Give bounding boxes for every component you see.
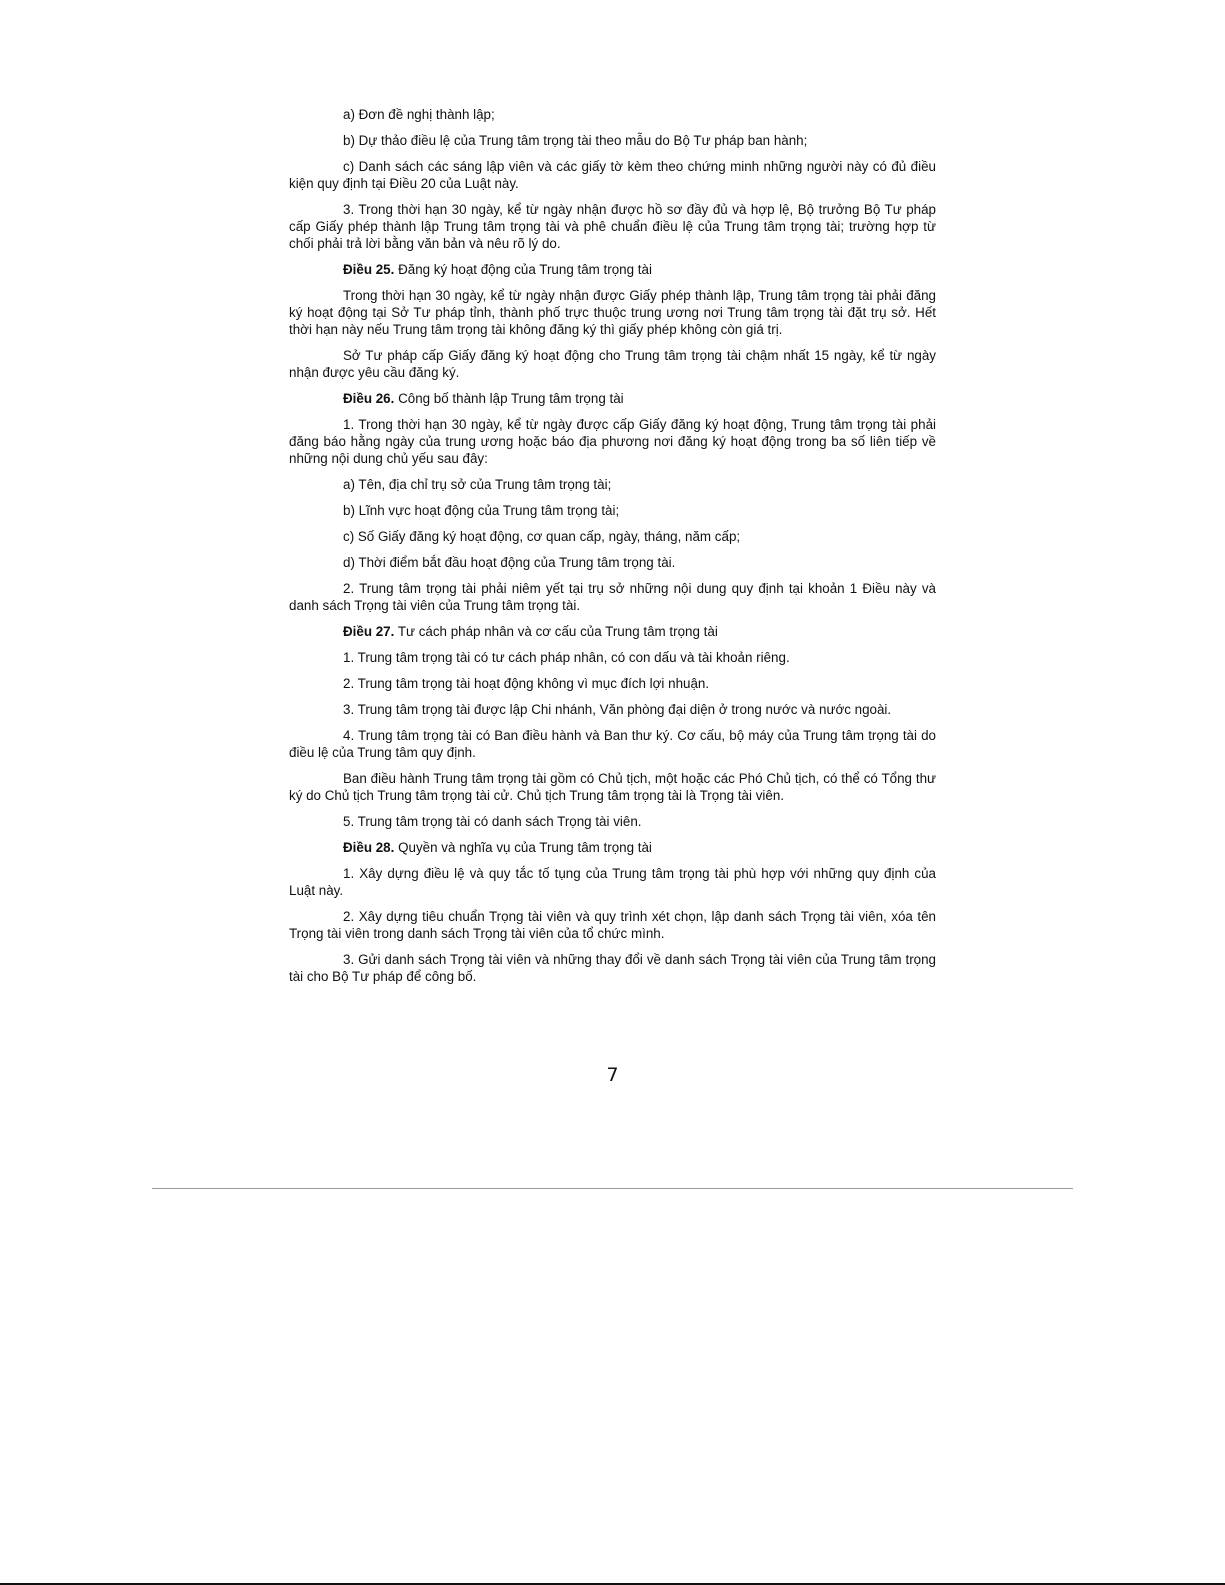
document-body [289,106,936,994]
article-title: Tư cách pháp nhân và cơ cấu của Trung tâm trọng tài [394,624,718,639]
article-title: Quyền và nghĩa vụ của Trung tâm trọng tài [394,840,652,855]
article-title: Công bố thành lập Trung tâm trọng tài [394,391,624,406]
paragraph: 2. Trung tâm trọng tài phải niêm yết tại trụ sở những nội dung quy định tại khoản 1 Điều này và danh sách Trọng tài viên của Trung tâm trọng tài. [289,581,936,613]
article-heading [289,261,936,278]
paragraph: 1. Trong thời hạn 30 ngày, kể từ ngày được cấp Giấy đăng ký hoạt động, Trung tâm trọng tài phải đăng báo hằng ngày của trung ương hoặc báo địa phương nơi đăng ký hoạt động trong ba số liên tiếp về những nội dung chủ yếu sau đây: [289,417,936,466]
paragraph: Sở Tư pháp cấp Giấy đăng ký hoạt động cho Trung tâm trọng tài chậm nhất 15 ngày, kể từ ngày nhận được yêu cầu đăng ký. [289,348,936,380]
article-number: Điều 28. [343,840,395,855]
paragraph: 3. Trong thời hạn 30 ngày, kể từ ngày nhận được hồ sơ đầy đủ và hợp lệ, Bộ trưởng Bộ Tư pháp cấp Giấy phép thành lập Trung tâm trọng tài và phê chuẩn điều lệ của Trung tâm trọng tài; trường hợp từ chối phải trả lời bằng văn bản và nêu rõ lý do. [289,202,936,251]
article-number: Điều 26. [343,391,395,406]
page-divider [152,1188,1073,1189]
article-heading [289,839,936,856]
paragraph: 1. Trung tâm trọng tài có tư cách pháp nhân, có con dấu và tài khoản riêng. [343,650,790,665]
paragraph: b) Lĩnh vực hoạt động của Trung tâm trọng tài; [343,503,620,518]
paragraph: a) Đơn đề nghị thành lập; [343,107,495,122]
article-number: Điều 27. [343,624,395,639]
paragraph: 2. Xây dựng tiêu chuẩn Trọng tài viên và quy trình xét chọn, lập danh sách Trọng tài viên, xóa tên Trọng tài viên trong danh sách Trọng tài viên của tổ chức mình. [289,909,936,941]
paragraph: b) Dự thảo điều lệ của Trung tâm trọng tài theo mẫu do Bộ Tư pháp ban hành; [343,133,808,148]
paragraph: 4. Trung tâm trọng tài có Ban điều hành và Ban thư ký. Cơ cấu, bộ máy của Trung tâm trọng tài do điều lệ của Trung tâm quy định. [289,728,936,760]
paragraph: 5. Trung tâm trọng tài có danh sách Trọng tài viên. [343,814,642,829]
paragraph: d) Thời điểm bắt đầu hoạt động của Trung tâm trọng tài. [343,555,676,570]
article-title: Đăng ký hoạt động của Trung tâm trọng tài [394,262,652,277]
paragraph: 2. Trung tâm trọng tài hoạt động không vì mục đích lợi nhuận. [343,676,710,691]
paragraph: c) Danh sách các sáng lập viên và các giấy tờ kèm theo chứng minh những người này có đủ điều kiện quy định tại Điều 20 của Luật này. [289,159,936,191]
article-number: Điều 25. [343,262,395,277]
paragraph: c) Số Giấy đăng ký hoạt động, cơ quan cấp, ngày, tháng, năm cấp; [343,529,741,544]
article-heading [289,623,936,640]
article-heading [289,390,936,407]
paragraph: Ban điều hành Trung tâm trọng tài gồm có Chủ tịch, một hoặc các Phó Chủ tịch, có thể có Tổng thư ký do Chủ tịch Trung tâm trọng tài cử. Chủ tịch Trung tâm trọng tài là Trọng tài viên. [289,771,936,803]
paragraph: 3. Gửi danh sách Trọng tài viên và những thay đổi về danh sách Trọng tài viên của Trung tâm trọng tài cho Bộ Tư pháp để công bố. [289,952,936,984]
page-number: 7 [606,1064,619,1086]
paragraph: a) Tên, địa chỉ trụ sở của Trung tâm trọng tài; [343,477,612,492]
paragraph: 1. Xây dựng điều lệ và quy tắc tố tụng của Trung tâm trọng tài phù hợp với những quy định của Luật này. [289,866,936,898]
paragraph: Trong thời hạn 30 ngày, kể từ ngày nhận được Giấy phép thành lập, Trung tâm trọng tài phải đăng ký hoạt động tại Sở Tư pháp tỉnh, thành phố trực thuộc trung ương nơi Trung tâm trọng tài đặt trụ sở. Hết thời hạn này nếu Trung tâm trọng tài không đăng ký thì giấy phép không còn giá trị. [289,288,936,337]
paragraph: 3. Trung tâm trọng tài được lập Chi nhánh, Văn phòng đại diện ở trong nước và nước ngoài. [343,702,892,717]
